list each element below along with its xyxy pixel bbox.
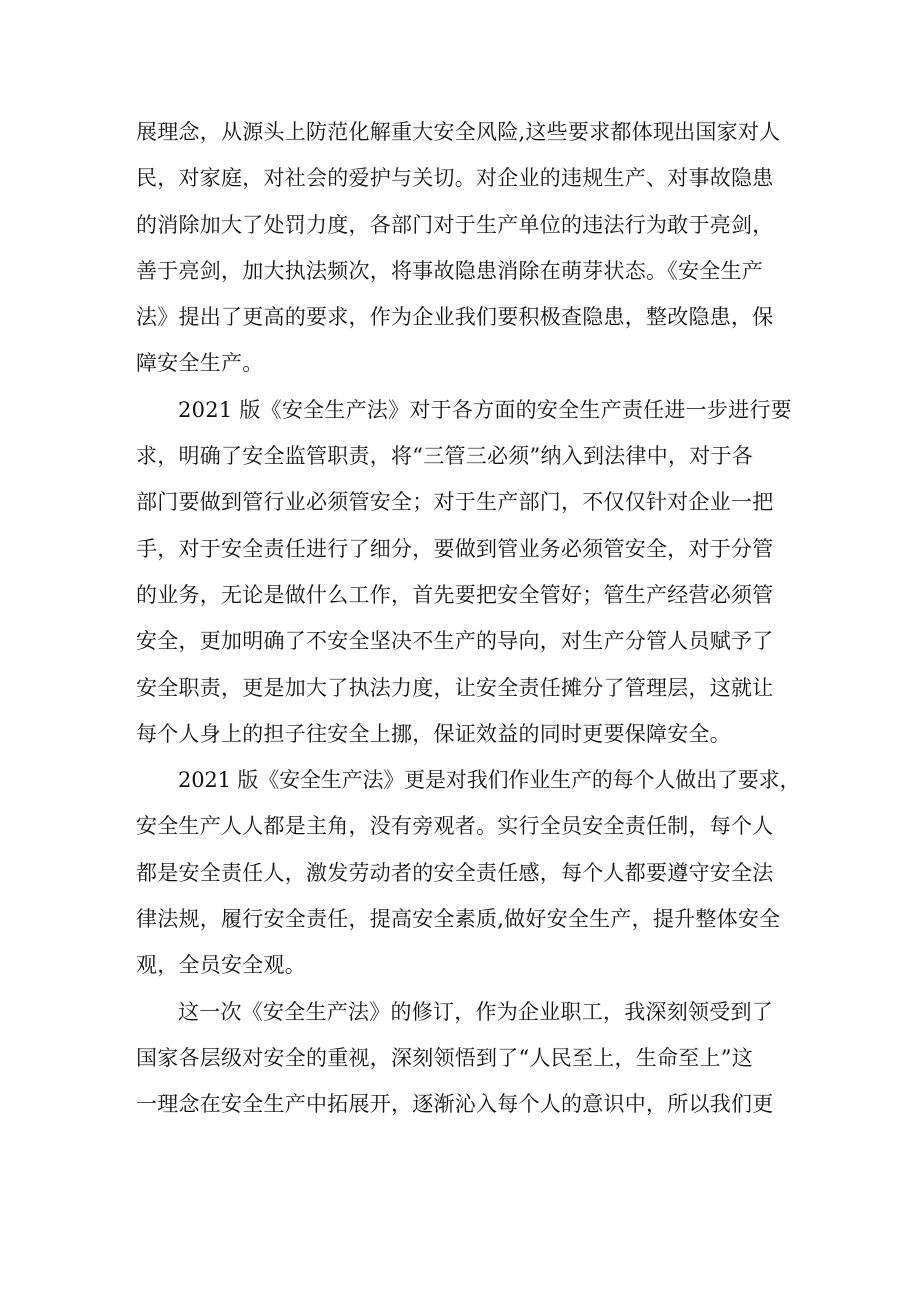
- text-line: 手，对于安全责任进行了细分，要做到管业务必须管安全，对于分管: [136, 536, 774, 561]
- text-line: 障安全生产。: [136, 351, 264, 376]
- text-line: 的业务，无论是做什么工作，首先要把安全管好；管生产经营必须管: [136, 582, 774, 607]
- paragraph-1: [136, 109, 800, 387]
- text-line: 2021 版《安全生产法》对于各方面的安全生产责任进一步进行要: [178, 397, 792, 422]
- text-line: 2021 版《安全生产法》更是对我们作业生产的每个人做出了要求，: [178, 768, 801, 793]
- text-line: 安全，更加明确了不安全坚决不生产的导向，对生产分管人员赋予了: [136, 629, 774, 654]
- text-line: 求，明确了安全监管职责，将“三管三必须”纳入到法律中，对于各: [136, 444, 753, 469]
- paragraph-3: [136, 757, 800, 988]
- text-line: 法》提出了更高的要求，作为企业我们要积极查隐患，整改隐患，保: [136, 305, 774, 330]
- text-line: 部门要做到管行业必须管安全；对于生产部门，不仅仅针对企业一把: [136, 490, 774, 515]
- text-line: 展理念，从源头上防范化解重大安全风险,这些要求都体现出国家对人: [136, 120, 781, 144]
- text-line: 安全职责，更是加大了执法力度，让安全责任摊分了管理层，这就让: [136, 675, 774, 700]
- paragraph-4: [136, 989, 800, 1128]
- text-line: 律法规，履行安全责任，提高安全素质,做好安全生产，提升整体安全: [136, 907, 781, 932]
- text-line: 这一次《安全生产法》的修订，作为企业职工，我深刻领受到了: [178, 999, 773, 1024]
- text-line: 每个人身上的担子往安全上挪，保证效益的同时更要保障安全。: [136, 721, 731, 746]
- document-body: [136, 109, 800, 1128]
- text-line: 善于亮剑，加大执法频次，将事故隐患消除在萌芽状态。《安全生产: [136, 258, 763, 283]
- text-line: 都是安全责任人，激发劳动者的安全责任感，每个人都要遵守安全法: [136, 860, 774, 885]
- text-line: 国家各层级对安全的重视，深刻领悟到了“人民至上，生命至上”这: [136, 1045, 753, 1070]
- text-line: 一理念在安全生产中拓展开，逐渐沁入每个人的意识中，所以我们更: [136, 1092, 774, 1117]
- paragraph-2: [136, 387, 800, 757]
- text-line: 的消除加大了处罚力度，各部门对于生产单位的违法行为敢于亮剑，: [136, 212, 774, 237]
- text-line: 安全生产人人都是主角，没有旁观者。实行全员安全责任制，每个人: [136, 814, 774, 839]
- text-line: 民，对家庭，对社会的爱护与关切。对企业的违规生产、对事故隐患: [136, 166, 774, 191]
- text-line: 观，全员安全观。: [136, 953, 306, 978]
